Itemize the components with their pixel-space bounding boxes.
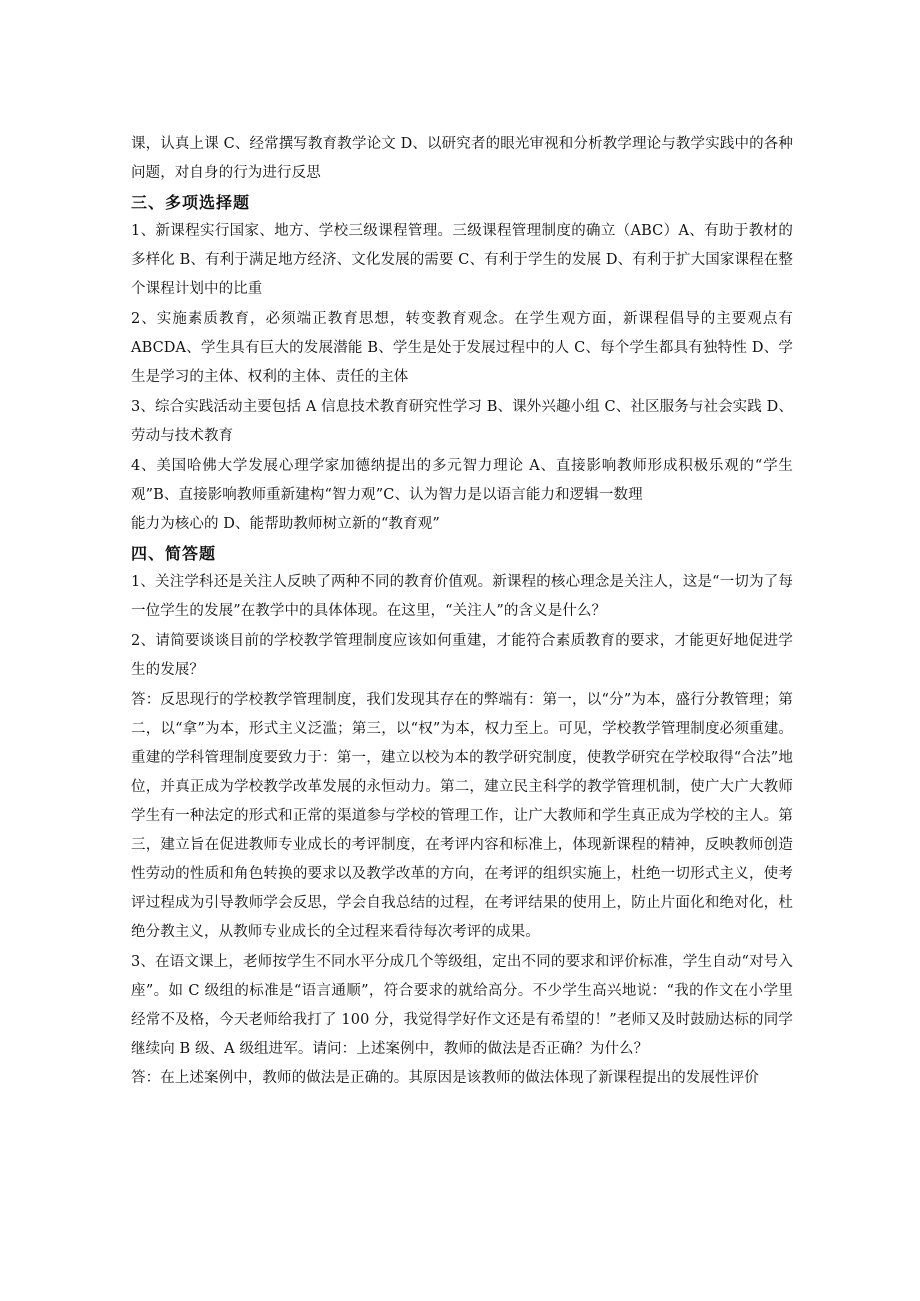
question-3-1: 1、新课程实行国家、地方、学校三级课程管理。三级课程管理制度的确立（ABC）A、有助于教材的多样化 B、有利于满足地方经济、文化发展的需要 C、有利于学生的发展 D、有利于扩大国家课程在整个课程计划中的比重 (131, 223, 793, 297)
question-3-4-continued: 能力为核心的 D、能帮助教师树立新的“教育观” (131, 516, 440, 532)
question-3-2: 2、实施素质教育，必须端正教育思想，转变教育观念。在学生观方面，新课程倡导的主要观点有 ABCDA、学生具有巨大的发展潜能 B、学生是处于发展过程中的人 C、每个学生都具有独特性 D、学生是学习的主体、权利的主体、责任的主体 (131, 311, 793, 385)
answer-4-2: 答：反思现行的学校教学管理制度，我们发现其存在的弊端有：第一，以“分”为本，盛行分教管理；第二，以“拿”为本，形式主义泛滥；第三，以“权”为本，权力至上。可见，学校教学管理制度必须重建。重建的学科管理制度要致力于：第一，建立以校为本的教学研究制度，使教学研究在学校取得“合法”地位，并真正成为学校教学改革发展的永恒动力。第二，建立民主科学的教学管理机制，使广大广大教师学生有一种法定的形式和正常的渠道参与学校的管理工作，让广大教师和学生真正成为学校的主人。第三，建立旨在促进教师专业成长的考评制度，在考评内容和标准上，体现新课程的精神，反映教师创造性劳动的性质和角色转换的要求以及教学改革的方向，在考评的组织实施上，杜绝一切形式主义，使考评过程成为引导教师学会反思，学会自我总结的过程，在考评结果的使用上，防止片面化和绝对化，杜绝分教主义，从教师专业成长的全过程来看待每次考评的成果。 (131, 692, 793, 940)
section-4-heading: 四、简答题 (131, 544, 217, 563)
section-3-heading: 三、多项选择题 (131, 193, 251, 212)
answer-4-3: 答：在上述案例中，教师的做法是正确的。其原因是该教师的做法体现了新课程提出的发展性评价 (131, 1070, 759, 1086)
question-4-3: 3、在语文课上，老师按学生不同水平分成几个等级组，定出不同的要求和评价标准，学生自动“对号入座”。如 C 级组的标准是“语言通顺”，符合要求的就给高分。不少学生高兴地说：“我的作文在小学里经常不及格，今天老师给我打了 100 分，我觉得学好作文还是有希望的！”老师又及时鼓励达标的同学继续向 B 级、A 级组进军。请问：上述案例中，教师的做法是否正确？为什么？ (131, 954, 793, 1057)
question-3-4: 4、美国哈佛大学发展心理学家加德纳提出的多元智力理论 A、直接影响教师形成积极乐观的“学生观”B、直接影响教师重新建构“智力观”C、认为智力是以语言能力和逻辑一数理 (131, 458, 793, 503)
question-4-1: 1、关注学科还是关注人反映了两种不同的教育价值观。新课程的核心理念是关注人，这是“一切为了每一位学生的发展”在教学中的具体体现。在这里，“关注人”的含义是什么？ (131, 574, 793, 619)
question-3-3: 3、综合实践活动主要包括 A 信息技术教育研究性学习 B、课外兴趣小组 C、社区服务与社会实践 D、劳动与技术教育 (131, 399, 793, 444)
intro-paragraph: 课，认真上课 C、经常撰写教育教学论文 D、以研究者的眼光审视和分析教学理论与教学实践中的各种问题，对自身的行为进行反思 (131, 136, 793, 181)
document-body (131, 130, 793, 1093)
question-4-2: 2、请简要谈谈目前的学校教学管理制度应该如何重建，才能符合素质教育的要求，才能更好地促进学生的发展？ (131, 633, 793, 678)
